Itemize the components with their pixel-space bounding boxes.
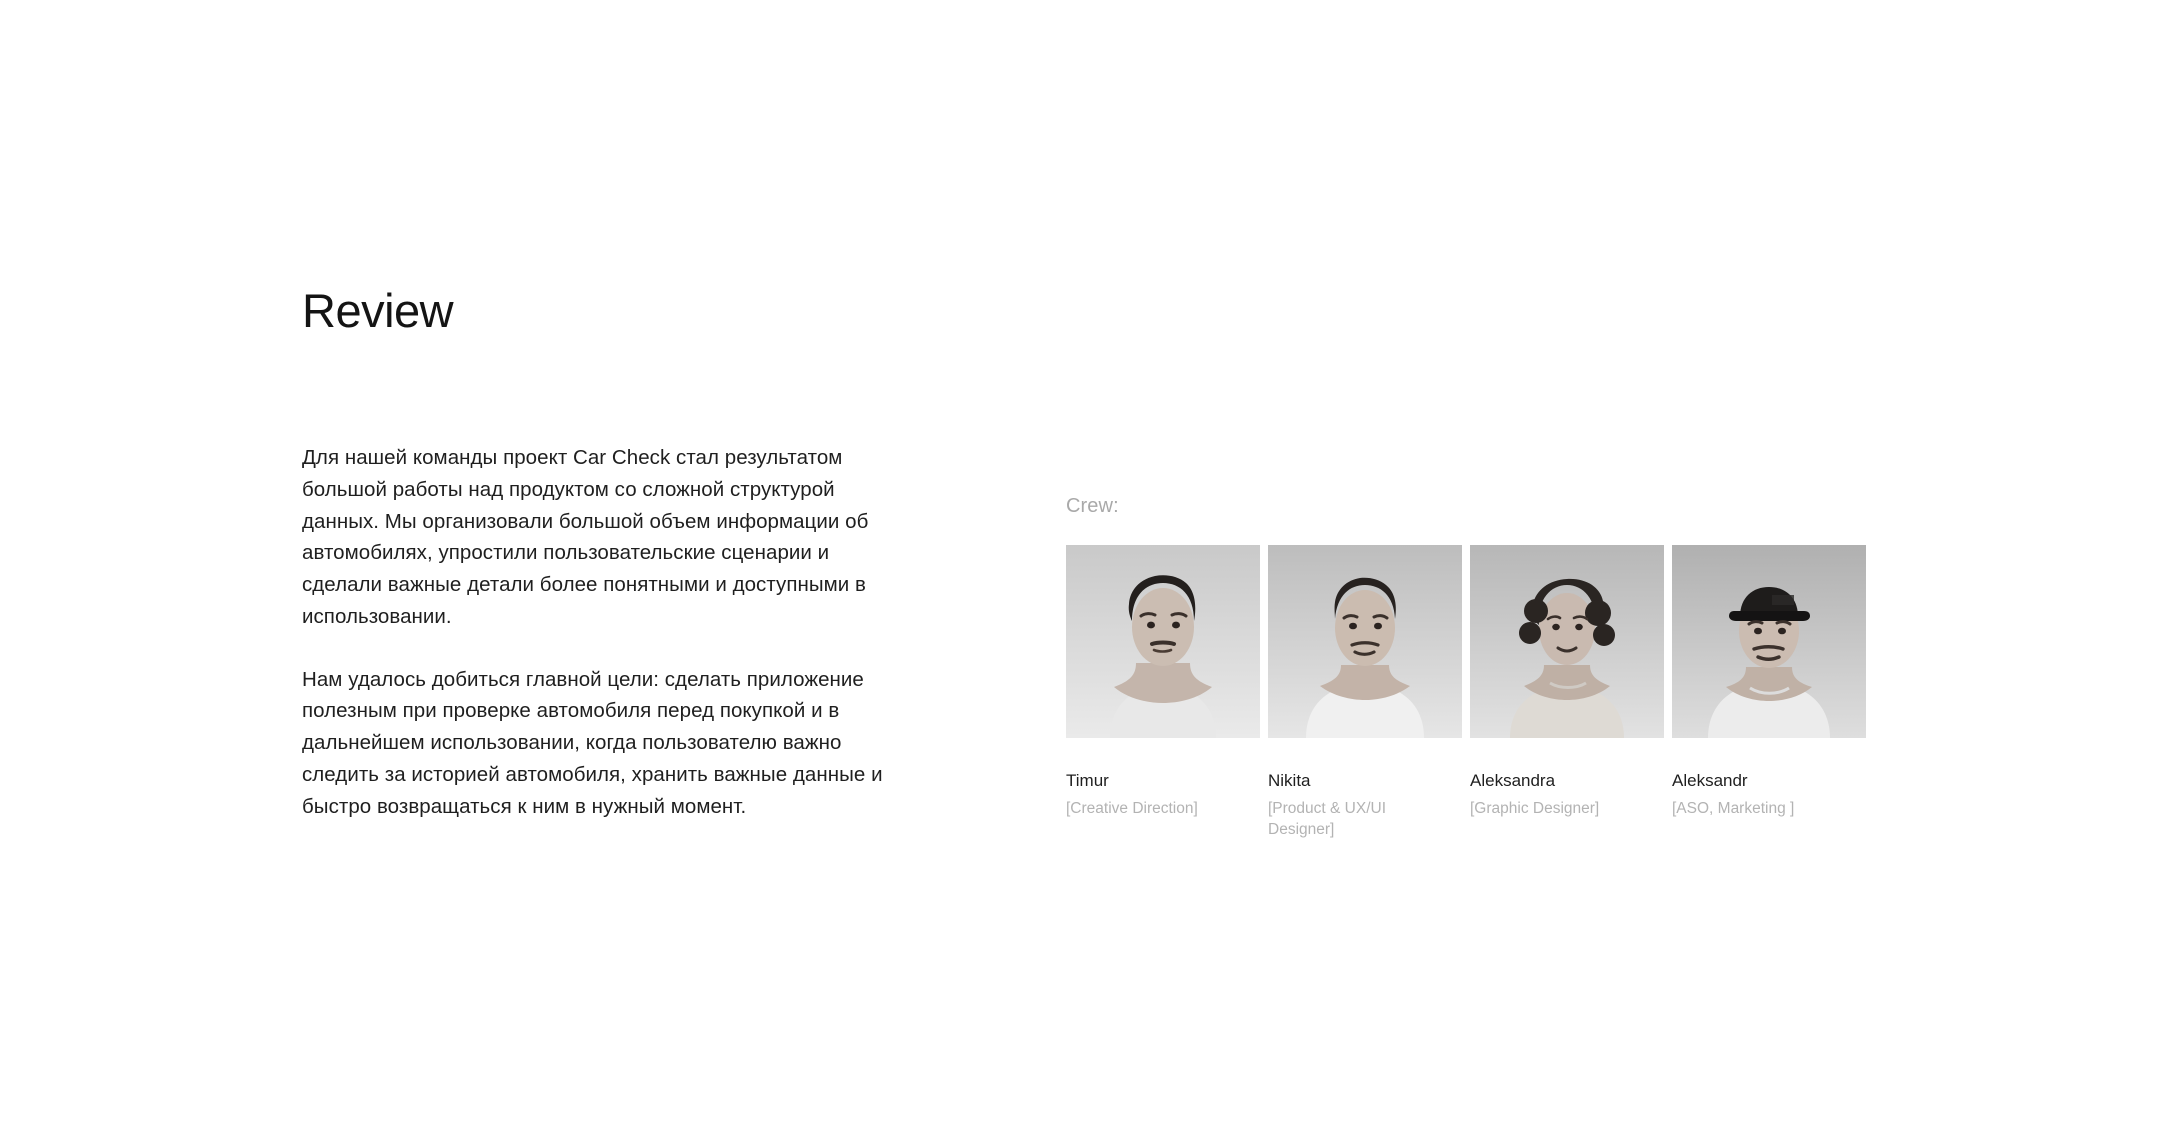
member-name: Aleksandr bbox=[1672, 771, 1748, 790]
crew-list bbox=[1066, 545, 1866, 841]
portrait-photo bbox=[1672, 545, 1866, 738]
person-portrait-icon bbox=[1470, 545, 1664, 738]
portrait-photo bbox=[1268, 545, 1462, 738]
review-text-block bbox=[302, 442, 887, 822]
portrait-photo bbox=[1470, 545, 1664, 738]
member-role: [Creative Direction] bbox=[1066, 800, 1198, 818]
crew-member bbox=[1268, 545, 1462, 841]
review-paragraph: Для нашей команды проект Car Check стал результатом большой работы над продуктом со сложной структурой данных. Мы организовали большой объем информации об автомобилях, упростили пользовательские сценарии и сделали важные детали более понятными и доступными в использовании. bbox=[302, 446, 869, 628]
crew-member bbox=[1672, 545, 1866, 820]
member-role: [ASO, Marketing ] bbox=[1672, 800, 1795, 818]
member-name: Nikita bbox=[1268, 771, 1311, 790]
member-role: [Product & UX/UI Designer] bbox=[1268, 800, 1387, 839]
member-name: Aleksandra bbox=[1470, 771, 1556, 790]
crew-label: Crew: bbox=[1066, 495, 1119, 517]
crew-member bbox=[1066, 545, 1260, 820]
page-header bbox=[302, 285, 902, 337]
crew-section bbox=[1066, 495, 1866, 841]
review-paragraph: Нам удалось добиться главной цели: сделать приложение полезным при проверке автомобиля перед покупкой и в дальнейшем использовании, когда пользователю важно следить за историей автомобиля, хранить важные данные и быстро возвращаться к ним в нужный момент. bbox=[302, 667, 883, 818]
person-portrait-icon bbox=[1066, 545, 1260, 738]
crew-member bbox=[1470, 545, 1664, 820]
page-title: Review bbox=[302, 284, 454, 337]
portrait-photo bbox=[1066, 545, 1260, 738]
person-portrait-icon bbox=[1268, 545, 1462, 738]
member-name: Timur bbox=[1066, 771, 1109, 790]
member-role: [Graphic Designer] bbox=[1470, 800, 1600, 818]
person-portrait-icon bbox=[1672, 545, 1866, 738]
